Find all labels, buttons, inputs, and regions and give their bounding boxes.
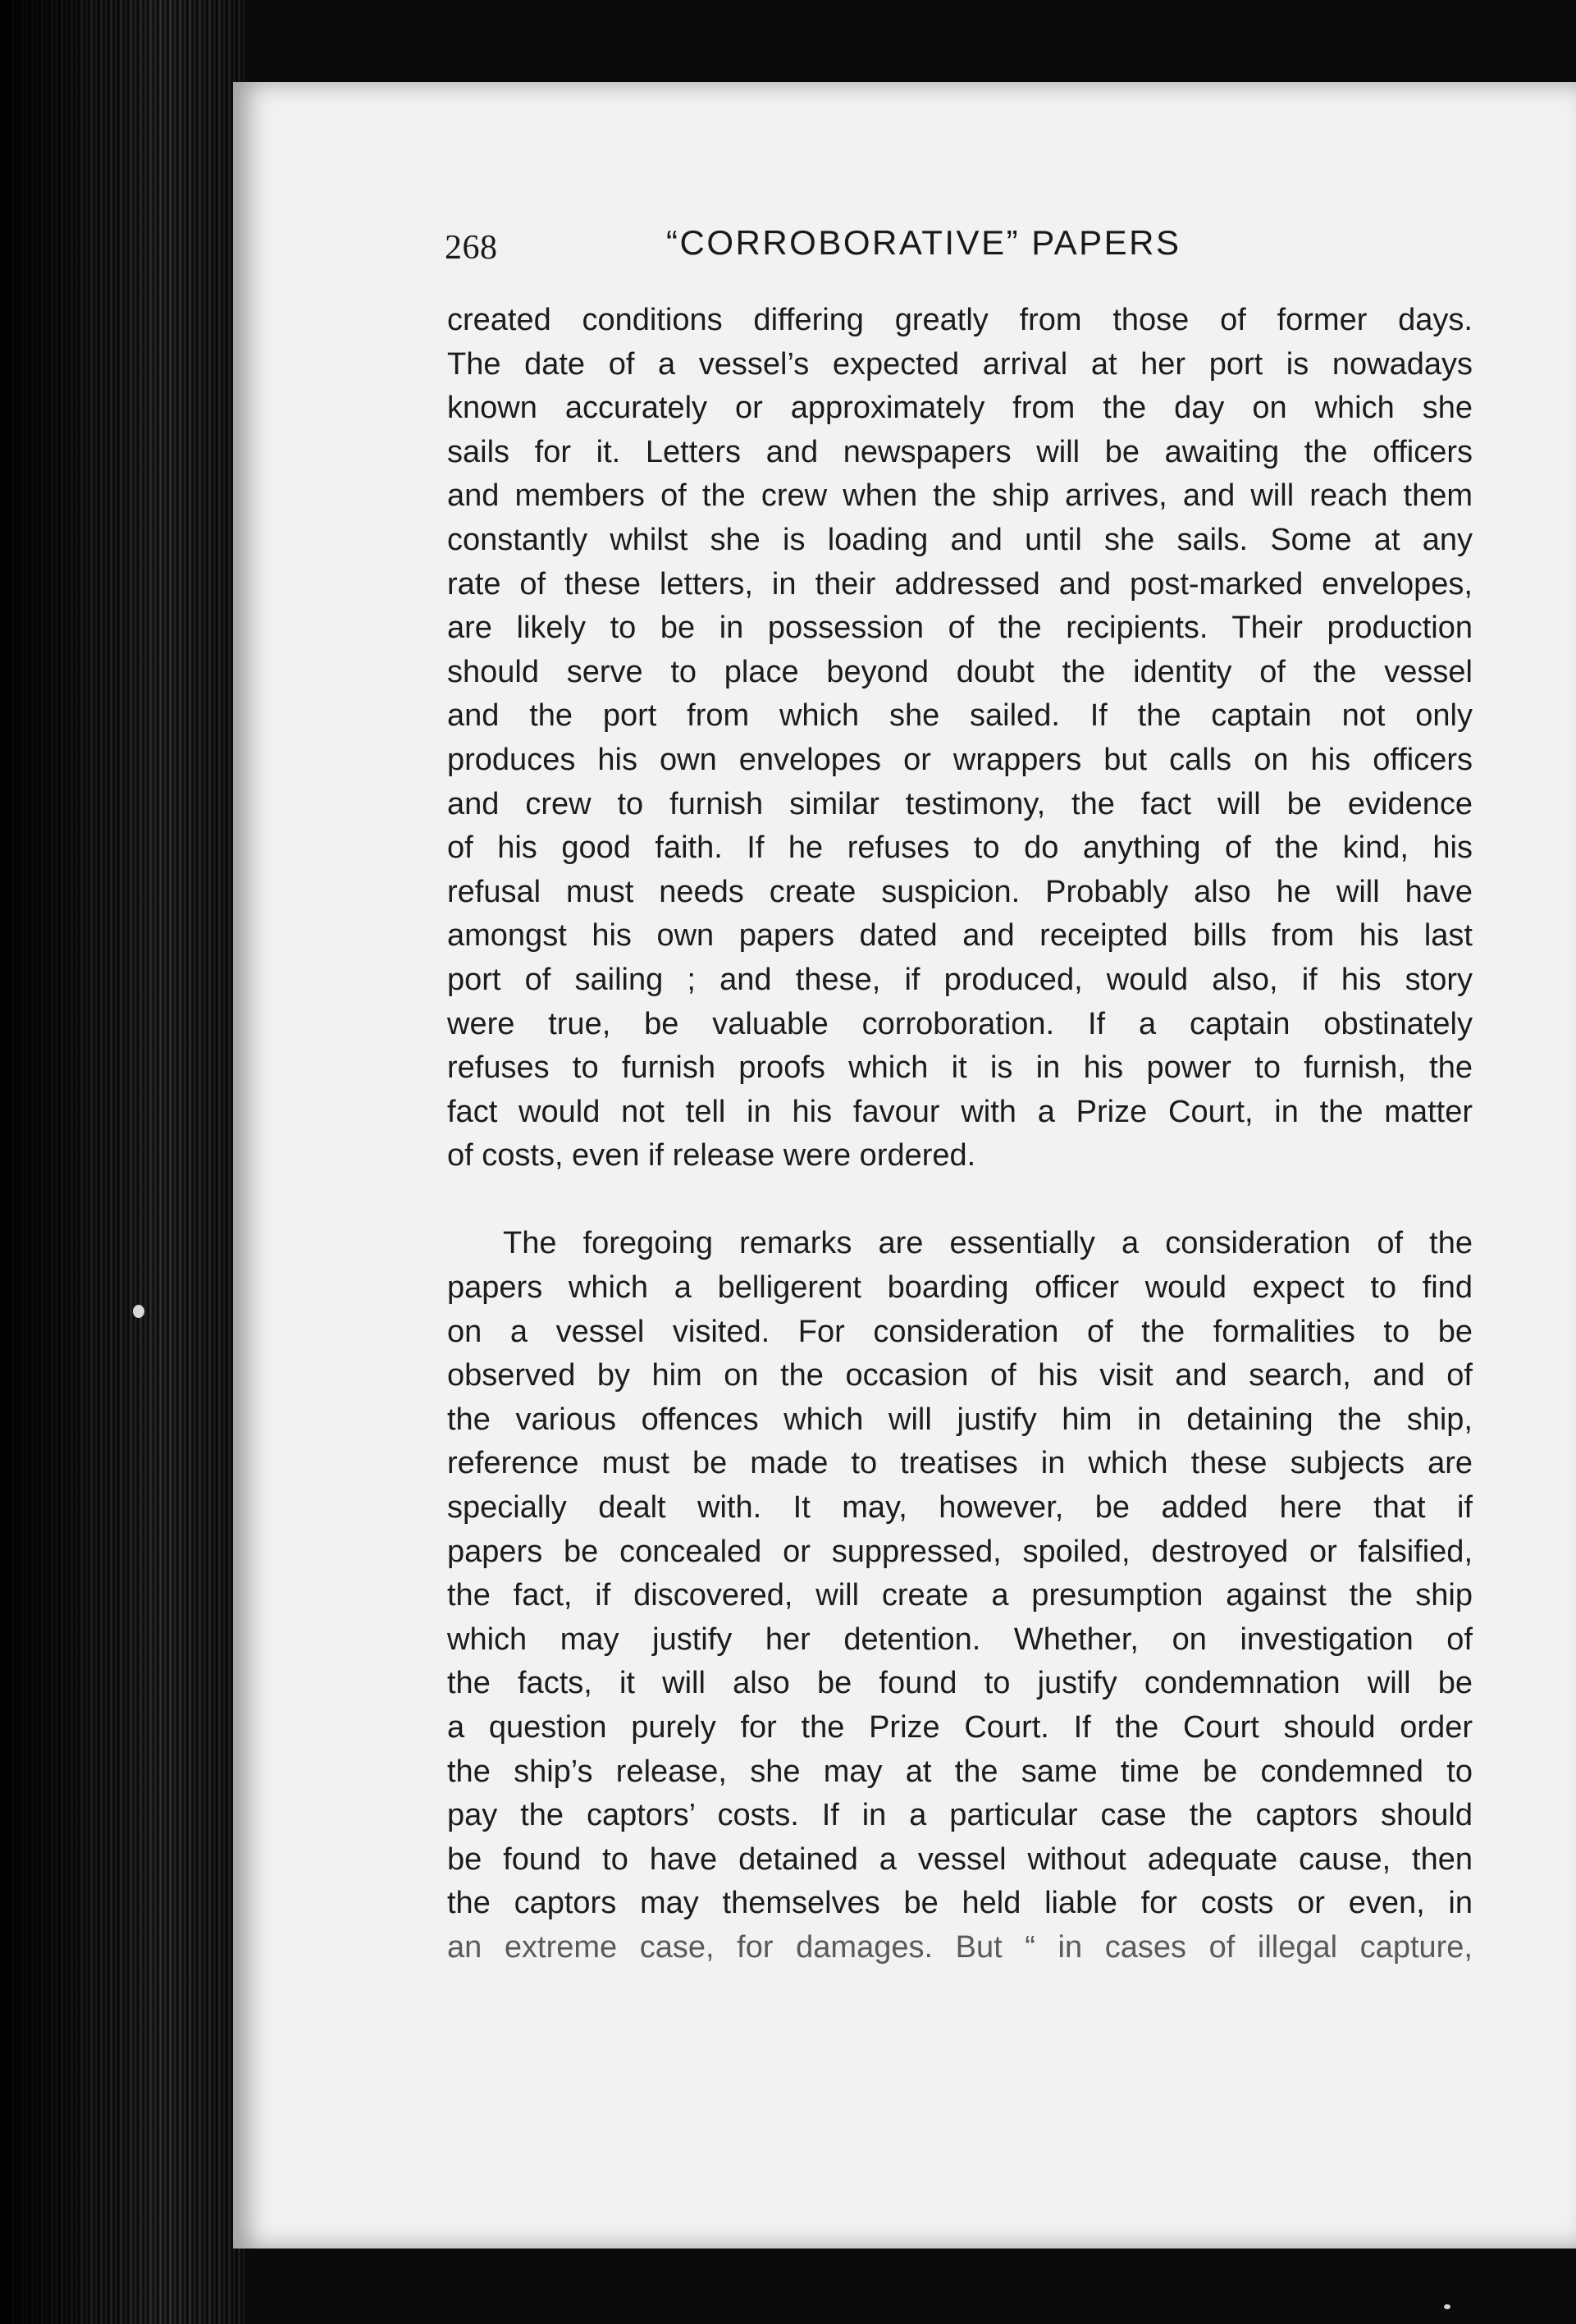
text-line: and the port from which she sailed. If the captain not only: [447, 698, 1473, 734]
text-line: which may justify her detention. Whether, on investigation of: [447, 1622, 1473, 1657]
running-head: [445, 223, 1475, 281]
text-line: observed by him on the occasion of his visit and search, and of: [447, 1358, 1473, 1393]
paragraph-gap: [447, 1178, 1473, 1223]
binding-shadow: [0, 0, 246, 2324]
text-line: the various offences which will justify him in detaining the ship,: [447, 1402, 1473, 1437]
text-line: port of sailing ; and these, if produced, would also, if his story: [447, 962, 1473, 997]
text-line: pay the captors’ costs. If in a particular case the captors should: [447, 1798, 1473, 1833]
page-number: 268: [445, 229, 498, 267]
text-line: papers which a belligerent boarding officer would expect to find: [447, 1270, 1473, 1306]
text-line: on a vessel visited. For consideration of the formalities to be: [447, 1314, 1473, 1349]
text-line: known accurately or approximately from the day on which she: [447, 391, 1473, 426]
text-line: an extreme case, for damages. But “ in cases of illegal capture,: [447, 1929, 1473, 1965]
text-line: rate of these letters, in their addressed and post-marked envelopes,: [447, 566, 1473, 602]
text-line: should serve to place beyond doubt the identity of the vessel: [447, 654, 1473, 689]
text-line: the facts, it will also be found to justify condemnation will be: [447, 1666, 1473, 1701]
text-line: papers be concealed or suppressed, spoiled, destroyed or falsified,: [447, 1534, 1473, 1569]
text-line: specially dealt with. It may, however, be added here that if: [447, 1490, 1473, 1526]
text-line: be found to have detained a vessel without adequate cause, then: [447, 1841, 1473, 1877]
text-line: the captors may themselves be held liable for costs or even, in: [447, 1886, 1473, 1921]
text-line: were true, be valuable corroboration. If a captain obstinately: [447, 1006, 1473, 1041]
paragraph-2: [447, 1222, 1473, 1969]
text-line: the ship’s release, she may at the same time be condemned to: [447, 1754, 1473, 1789]
text-line: produces his own envelopes or wrappers but calls on his officers: [447, 742, 1473, 777]
text-line: refusal must needs create suspicion. Probably also he will have: [447, 874, 1473, 909]
running-title: “CORROBORATIVE” PAPERS: [666, 223, 1181, 262]
text-line: created conditions differing greatly from those of former days.: [447, 303, 1473, 337]
text-line: of costs, even if release were ordered.: [447, 1138, 976, 1173]
text-line: The foregoing remarks are essentially a consideration of the: [503, 1226, 1473, 1261]
text-line: a question purely for the Prize Court. If the Court should order: [447, 1710, 1473, 1745]
text-line: refuses to furnish proofs which it is in his power to furnish, the: [447, 1050, 1473, 1086]
text-line: of his good faith. If he refuses to do anything of the kind, his: [447, 830, 1473, 866]
page-speck: [133, 1305, 144, 1318]
text-line: sails for it. Letters and newspapers will be awaiting the officers: [447, 434, 1473, 469]
paragraph-1: [447, 299, 1473, 1178]
text-line: and members of the crew when the ship arrives, and will reach them: [447, 478, 1473, 514]
text-line: reference must be made to treatises in which these subjects are: [447, 1446, 1473, 1481]
body-text: [447, 299, 1473, 1970]
text-line: the fact, if discovered, will create a presumption against the ship: [447, 1578, 1473, 1613]
text-line: constantly whilst she is loading and until she sails. Some at any: [447, 522, 1473, 557]
text-line: and crew to furnish similar testimony, the fact will be evidence: [447, 786, 1473, 821]
text-line: are likely to be in possession of the recipients. Their production: [447, 611, 1473, 646]
text-line: amongst his own papers dated and receipted bills from his last: [447, 918, 1473, 954]
text-line: fact would not tell in his favour with a Prize Court, in the matter: [447, 1094, 1473, 1129]
text-line: The date of a vessel’s expected arrival at her port is nowadays: [447, 346, 1473, 382]
page-speck: [1444, 2304, 1450, 2309]
